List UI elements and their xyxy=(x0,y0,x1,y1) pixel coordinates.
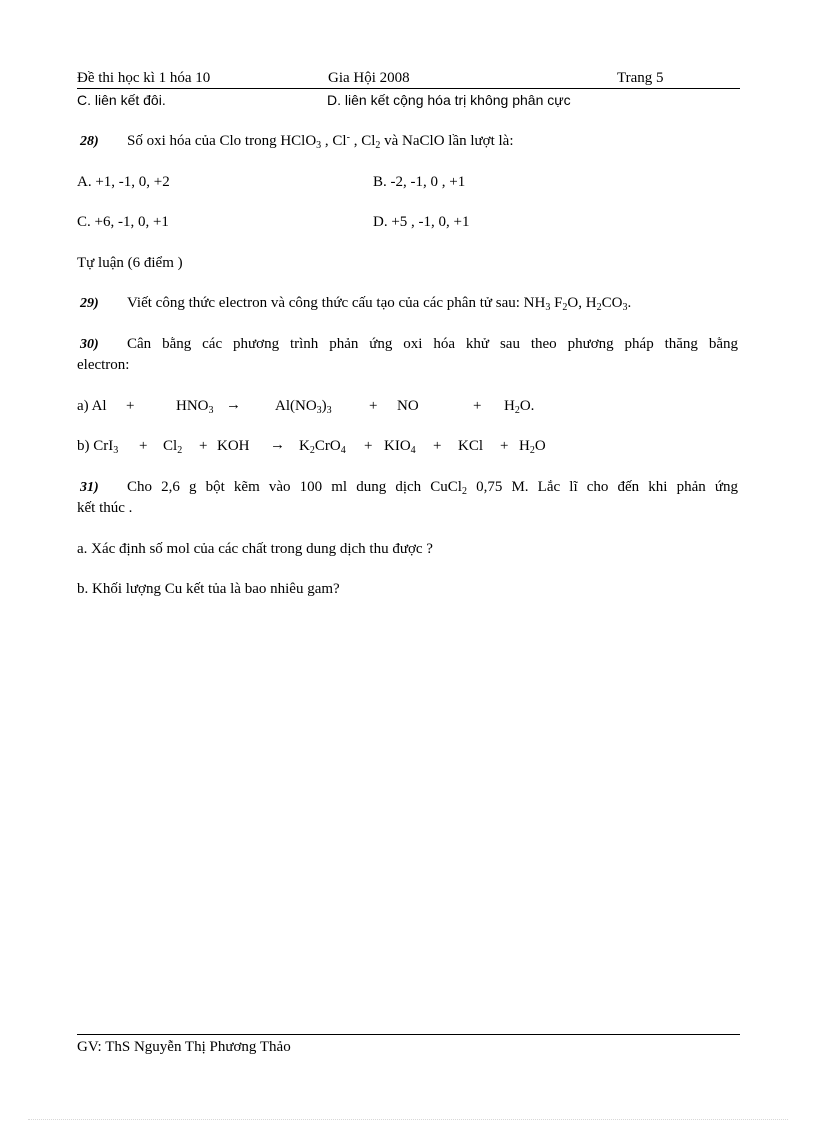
q30-question-line1: Cân bằng các phương trình phản ứng oxi hóa khử sau theo phương pháp thăng bằng xyxy=(127,336,738,352)
q28-question: Số oxi hóa của Clo trong HClO$_3$ , Cl- , $Cl_2$ và NaClO lần lượt là: xyxy=(127,132,514,151)
eq-b-h2o: $H_2O$ xyxy=(519,438,546,456)
eq-a-no: NO xyxy=(397,398,419,414)
header-rule xyxy=(77,88,740,89)
q28-option-a: A. +1, -1, 0, +2 xyxy=(77,174,170,190)
eq-b-koh: KOH xyxy=(217,438,250,454)
eq-b-plus-5: + xyxy=(500,438,509,454)
page-bottom-edge xyxy=(28,1119,788,1120)
q31-part-b: b. Khối lượng Cu kết tủa là bao nhiêu gam? xyxy=(77,581,340,597)
q31-question-line1: Cho 2,6 g bột kẽm vào 100 ml dung dịch CuCl$_2$ 0,75 M. Lắc lĩ cho đến khi phản ứng xyxy=(127,479,738,497)
eq-b-kio4: $KIO_4$ xyxy=(384,438,416,456)
eq-b-plus-2: + xyxy=(199,438,208,454)
eq-b-label: b) CrI$_3$ xyxy=(77,438,119,456)
eq-b-plus-1: + xyxy=(139,438,148,454)
q28-number: 28) xyxy=(80,134,99,149)
q31-part-a: a. Xác định số mol của các chất trong dung dịch thu được ? xyxy=(77,541,433,557)
q28-option-b: B. -2, -1, 0 , +1 xyxy=(373,174,466,190)
q29-question: Viết công thức electron và công thức cấu tạo của các phân tử sau: $NH_3$ $F_2O$, $H_2CO_3$. xyxy=(127,295,632,313)
q29-number: 29) xyxy=(80,296,99,311)
q30-question-line2: electron: xyxy=(77,357,130,373)
q28-option-d: D. +5 , -1, 0, +1 xyxy=(373,214,470,230)
eq-b-arrow: → xyxy=(270,437,285,453)
eq-b-plus-4: + xyxy=(433,438,442,454)
eq-b-plus-3: + xyxy=(364,438,373,454)
q30-number: 30) xyxy=(80,337,99,352)
header-left: Đề thi học kì 1 hóa 10 xyxy=(77,70,211,86)
eq-a-al-no3-3: $Al(NO_3)_3$ xyxy=(275,398,332,416)
eq-b-k2cro4: $K_2CrO_4$ xyxy=(299,438,346,456)
q27-option-c: C. liên kết đôi. xyxy=(77,92,166,108)
eq-a-arrow: → xyxy=(226,397,241,413)
eq-b-kcl: KCl xyxy=(458,438,484,454)
q27-option-d: D. liên kết cộng hóa trị không phân cực xyxy=(327,92,571,108)
eq-a-plus-1: + xyxy=(126,398,135,414)
header-center: Gia Hội 2008 xyxy=(328,70,410,86)
eq-b-cl2: $Cl_2$ xyxy=(163,438,183,456)
eq-a-label: a) Al xyxy=(77,398,107,414)
eq-a-plus-2: + xyxy=(369,398,378,414)
eq-a-h2o: $H_2O$. xyxy=(504,398,535,416)
footer-author: GV: ThS Nguyễn Thị Phương Thảo xyxy=(77,1039,291,1055)
essay-heading: Tự luận (6 điểm ) xyxy=(77,255,183,271)
eq-a-plus-3: + xyxy=(473,398,482,414)
eq-a-hno3: $HNO_3$ xyxy=(176,398,214,416)
footer-rule xyxy=(77,1034,740,1035)
header-page-number: Trang 5 xyxy=(617,70,664,86)
q28-option-c: C. +6, -1, 0, +1 xyxy=(77,214,169,230)
q31-number: 31) xyxy=(80,480,99,495)
q31-question-line2: kết thúc . xyxy=(77,500,133,516)
